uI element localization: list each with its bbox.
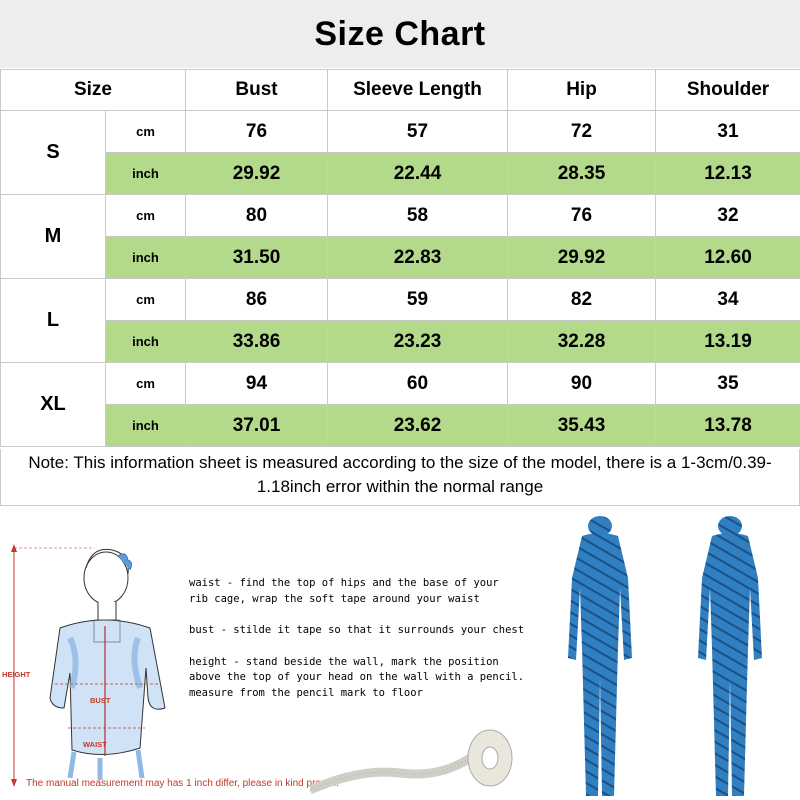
instruction-bust: bust - stilde it tape so that it surrounds your chest	[189, 624, 525, 636]
unit-label: cm	[106, 195, 186, 237]
cell-value: 23.62	[328, 405, 508, 447]
size-label: XL	[1, 363, 106, 447]
table-row	[1, 237, 800, 279]
unit-label: inch	[106, 153, 186, 195]
size-label: L	[1, 279, 106, 363]
header-shoulder: Shoulder	[656, 70, 800, 111]
instruction-height: height - stand beside the wall, mark the position above the top of your head on the wall with a pencil. measure from the pencil mark to floor	[189, 655, 525, 699]
cell-value: 13.78	[656, 405, 800, 447]
size-label: M	[1, 195, 106, 279]
cell-value: 29.92	[508, 237, 656, 279]
cell-value: 29.92	[186, 153, 328, 195]
title-bar	[0, 0, 800, 68]
cell-value: 32.28	[508, 321, 656, 363]
cell-value: 76	[186, 111, 328, 153]
cell-value: 12.60	[656, 237, 800, 279]
page-title: Size Chart	[314, 14, 486, 53]
unit-label: inch	[106, 237, 186, 279]
cell-value: 80	[186, 195, 328, 237]
bodysuit-back	[698, 516, 762, 796]
cell-value: 59	[328, 279, 508, 321]
measurement-guide	[0, 508, 800, 800]
cell-value: 22.83	[328, 237, 508, 279]
cell-value: 86	[186, 279, 328, 321]
unit-label: cm	[106, 363, 186, 405]
cell-value: 94	[186, 363, 328, 405]
cell-value: 22.44	[328, 153, 508, 195]
measurement-instructions	[189, 576, 529, 717]
size-chart-table	[0, 69, 800, 447]
cell-value: 90	[508, 363, 656, 405]
table-row	[1, 153, 800, 195]
cell-value: 31.50	[186, 237, 328, 279]
cell-value: 72	[508, 111, 656, 153]
cell-value: 35	[656, 363, 800, 405]
cell-value: 28.35	[508, 153, 656, 195]
size-label: S	[1, 111, 106, 195]
table-row	[1, 405, 800, 447]
cell-value: 82	[508, 279, 656, 321]
tape-measure-image	[310, 718, 520, 798]
bodysuit-front	[568, 516, 632, 796]
header-sleeve-length: Sleeve Length	[328, 70, 508, 111]
manual-measurement-note: The manual measurement may has 1 inch differ, please in kind prevail.	[26, 778, 339, 789]
instruction-waist: waist - find the top of hips and the base of your rib cage, wrap the soft tape around your waist	[189, 577, 499, 605]
unit-label: cm	[106, 111, 186, 153]
cell-value: 13.19	[656, 321, 800, 363]
waist-label: WAIST	[83, 740, 107, 749]
table-row	[1, 195, 800, 237]
cell-value: 34	[656, 279, 800, 321]
bust-label: BUST	[90, 696, 111, 705]
table-header-row	[1, 70, 800, 111]
cell-value: 57	[328, 111, 508, 153]
measurement-figure	[0, 508, 185, 800]
unit-label: inch	[106, 321, 186, 363]
unit-label: cm	[106, 279, 186, 321]
cell-value: 58	[328, 195, 508, 237]
cell-value: 32	[656, 195, 800, 237]
header-size: Size	[1, 70, 186, 111]
unit-label: inch	[106, 405, 186, 447]
cell-value: 60	[328, 363, 508, 405]
table-row	[1, 321, 800, 363]
cell-value: 33.86	[186, 321, 328, 363]
cell-value: 31	[656, 111, 800, 153]
cell-value: 12.13	[656, 153, 800, 195]
cell-value: 37.01	[186, 405, 328, 447]
cell-value: 35.43	[508, 405, 656, 447]
table-row	[1, 279, 800, 321]
header-bust: Bust	[186, 70, 328, 111]
header-hip: Hip	[508, 70, 656, 111]
cell-value: 76	[508, 195, 656, 237]
height-label: HEIGHT	[2, 670, 31, 679]
measurement-note: Note: This information sheet is measured according to the size of the model, there is a 1-3cm/0.39-1.18inch error within the normal range	[0, 449, 800, 506]
cell-value: 23.23	[328, 321, 508, 363]
table-row	[1, 111, 800, 153]
table-row	[1, 363, 800, 405]
bodysuit-images	[540, 508, 800, 800]
